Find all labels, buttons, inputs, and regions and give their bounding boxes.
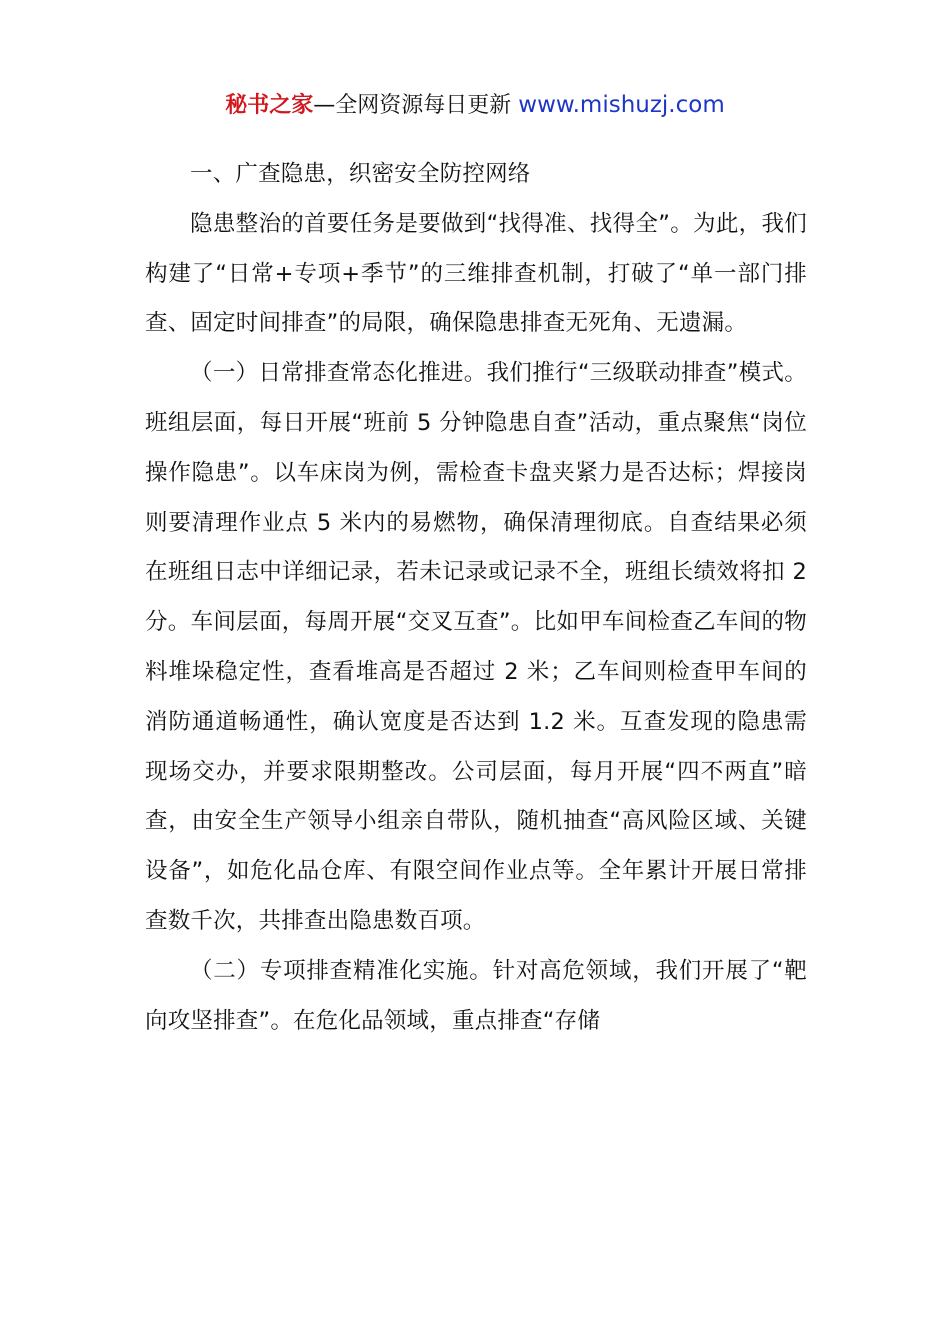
- site-tagline: —全网资源每日更新: [313, 93, 512, 118]
- intro-paragraph: 隐患整治的首要任务是要做到“找得准、找得全”。为此，我们构建了“日常+专项+季节”的三维排查机制，打破了“单一部门排查、固定时间排查”的局限，确保隐患排查无死角、无遗漏。: [145, 210, 807, 337]
- section-heading: 一、广查隐患，织密安全防控网络: [190, 161, 531, 187]
- daily-inspection-paragraph: （一）日常排查常态化推进。我们推行“三级联动排查”模式。班组层面，每日开展“班前 5 分钟隐患自查”活动，重点聚焦“岗位操作隐患”。以车床岗为例，需检查卡盘夹紧力是否达标；焊接岗则要清理作业点 5 米内的易燃物，确保清理彻底。自查结果必须在班组日志中详细记录，若未记录或记录不全，班组长绩效将扣 2 分。车间层面，每周开展“交叉互查”。比如甲车间检查乙车间的物料堆垛稳定性，查看堆高是否超过 2 米；乙车间则检查甲车间的消防通道畅通性，确认宽度是否达到 1.2 米。互查发现的隐患需现场交办，并要求限期整改。公司层面，每月开展“四不两直”暗查，由安全生产领导小组亲自带队，随机抽查“高风险区域、关键设备”，如危化品仓库、有限空间作业点等。全年累计开展日常排查数千次，共排查出隐患数百项。: [145, 360, 807, 934]
- document-body: [145, 150, 807, 1046]
- site-url-link[interactable]: www.mishuzj.com: [518, 92, 725, 118]
- special-inspection-paragraph: （二）专项排查精准化实施。针对高危领域，我们开展了“靶向攻坚排查”。在危化品领域，重点排查“存储: [145, 957, 807, 1034]
- site-brand-name: 秘书之家: [225, 93, 314, 118]
- site-header-banner: [0, 88, 950, 123]
